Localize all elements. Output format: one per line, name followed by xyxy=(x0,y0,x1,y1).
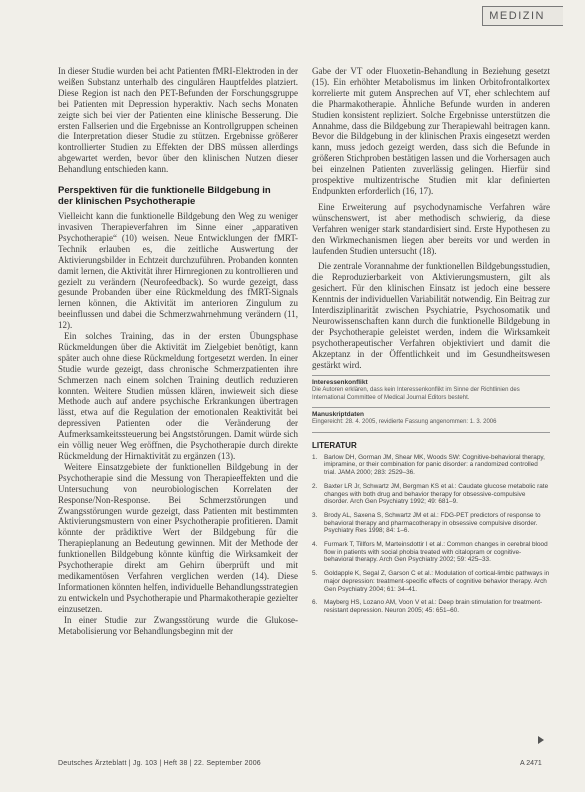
literature-heading: LITERATUR xyxy=(312,440,357,450)
conflict-text: Die Autoren erklären, dass kein Interessenkonflikt im Sinne der Richtlinien des International Committee of Medical Journal Editors besteht. xyxy=(312,387,520,401)
reference-item: 5. Goldapple K, Segal Z, Garson C et al.: Modulation of cortical-limbic pathways in major depression: treatment-specific effects of cognitive behavior therapy. Arch Gen Psychiatry 2004; 61: 34–41. xyxy=(312,570,550,593)
body-paragraph: Ein solches Training, das in der ersten Übungsphase Rückmeldungen über die Aktivität im Zielgebiet benötigt, kann später auch ohne diese Rückmeldung fortgesetzt werden. In einer Studie wurde gezeigt, dass chronische Schmerzpatienten ihre Schmerzen nach einem solchen Training deutlich reduzieren konnten. Weitere Studien müssen klären, inwieweit sich diese Methode auch auf andere psychische Erkrankungen übertragen lässt, etwa auf die Regulation der emotionalen Reaktivität bei depressiven Patienten oder die Veränderung der Aufmerksamkeitssteuerung bei Angststörungen. Damit würde sich ein völlig neuer Weg eröffnen, die Psychotherapie durch direkte Rückmeldung der Hirnaktivität zu ergänzen (13). xyxy=(58,331,298,461)
page-number: A 2471 xyxy=(520,760,542,767)
body-paragraph: Gabe der VT oder Fluoxetin-Behandlung in Beziehung gesetzt (15). Ein erhöhter Metabolismus im linken Orbitofrontalkortex korrelierte mit gutem Ansprechen auf VT, eher schlechtem auf die Pharmakotherapie. Ähnliche Befunde wurden in anderen Studien konsistent repliziert. Solche Ergebnisse unterstützen die Annahme, dass die Bildgebung zur Therapiewahl beitragen kann. Bevor die Bildgebung in der klinischen Praxis eingesetzt werden kann, muss jedoch gezeigt werden, dass sich die Befunde in größeren Stichproben bestätigen lassen und die Vorhersagen auch bei einzelnen Patienten zuverlässig gelingen. Hierfür sind prospektive multizentrische Studien mit klar definierten Endpunkten erforderlich (16, 17). xyxy=(312,66,550,196)
reference-item: 3. Brody AL, Saxena S, Schwartz JM et al.: FDG-PET predictors of response to behavioral therapy and pharmacotherapy in obsessive compulsive disorder. Psychiatry Res 1998; 84: 1–6. xyxy=(312,511,541,535)
conflict-title: Interessenkonflikt xyxy=(312,379,368,387)
manuscript-title: Manuskriptdaten xyxy=(312,411,365,419)
divider xyxy=(312,375,550,376)
body-paragraph: Weitere Einsatzgebiete der funktionellen Bildgebung in der Psychotherapie sind die Messung von Therapieeffekten und die Untersuchung von neurobiologischen Korrelaten der Response/Non-Response. Bei Schmerzstörungen und Zwangsstörungen wurde gezeigt, dass Patienten mit bestimmten Aktivierungsmustern von einer Psychotherapie profitieren. Damit könnte der prädiktive Wert der Bildgebung für die Therapieplanung an Bedeutung gewinnen. Mit der Methode der funktionellen Bildgebung könnte künftig die Wirksamkeit der Psychotherapie direkt am Gehirn überprüft und mit medikamentösen Verfahren verglichen werden (14). Diese Informationen könnten helfen, individuelle Behandlungsstrategien zu entwickeln und Psychotherapie und Pharmakotherapie gezielter einzusetzen. xyxy=(58,461,298,614)
left-column xyxy=(58,66,298,636)
journal-footer: Deutsches Ärzteblatt | Jg. 103 | Heft 38 | 22. September 2006 xyxy=(58,760,261,767)
body-paragraph: Eine Erweiterung auf psychodynamische Verfahren wäre wünschenswert, ist aber methodisch schwierig, da diese Verfahren weniger stark standardisiert sind. Erste Hypothesen zu den Wirkmechanismen liegen aber bereits vor und werden in laufenden Studien untersucht (18). xyxy=(312,201,550,256)
reference-item: 6. Mayberg HS, Lozano AM, Voon V et al.: Deep brain stimulation for treatment-resistant depression. Neuron 2005; 45: 651–60. xyxy=(312,599,543,614)
divider xyxy=(312,432,550,433)
right-column xyxy=(312,66,550,621)
section-tag: MEDIZIN xyxy=(482,6,563,26)
section-heading: Perspektiven für die funktionelle Bildgebung in der klinischen Psychotherapie xyxy=(58,185,271,208)
divider xyxy=(312,407,550,408)
continue-arrow-icon xyxy=(538,736,544,744)
reference-item: 1. Barlow DH, Gorman JM, Shear MK, Woods SW: Cognitive-behavioral therapy, imipramine, or their combination for panic disorder: a randomized controlled trial. JAMA 2000; 283: 2529–36. xyxy=(312,453,545,477)
intro-paragraph: In dieser Studie wurden bei acht Patienten fMRI-Elektroden in der weißen Substanz unterhalb des cingulären Hauptfeldes platziert. Diese Region ist nach den PET-Befunden der Forschungsgruppe bei Patienten mit Depression hyperaktiv. Nach sechs Monaten zeigte sich bei vier der Patienten eine klinische Besserung. Die ersten Fallserien und die Ergebnisse an Kontrollgruppen scheinen die Interpretation dieser Studie zu stützen. Ergebnisse größerer kontrollierter Studien zu Effekten der DBS müssen allerdings abgewartet werden, bevor über den klinischen Nutzen dieser Behandlung entschieden kann. xyxy=(58,66,298,175)
manuscript-text: Eingereicht: 28. 4. 2005, revidierte Fassung angenommen: 1. 3. 2006 xyxy=(312,419,497,426)
reference-item: 4. Furmark T, Tillfors M, Marteinsdottir I et al.: Common changes in cerebral blood flow in patients with social phobia treated with citalopram or cognitive-behavioral therapy. Arch Gen Psychiatry 2002; 59: 425–33. xyxy=(312,541,548,564)
body-paragraph: In einer Studie zur Zwangsstörung wurde die Glukose-Metabolisierung vor Behandlungsbeginn mit der xyxy=(58,614,298,636)
reference-item: 2. Baxter LR Jr, Schwartz JM, Bergman KS et al.: Caudate glucose metabolic rate changes with both drug and behavior therapy for obsessive-compulsive disorder. Arch Gen Psychiatry 1992; 49: 681–9. xyxy=(312,482,549,506)
reference-list xyxy=(312,454,550,615)
body-paragraph: Die zentrale Vorannahme der funktionellen Bildgebungsstudien, die Reproduzierbarkeit von Aktivierungsmustern, gilt als gesichert. Für den klinischen Einsatz ist jedoch eine bessere Kenntnis der individuellen Variabilität notwendig. Ein Beitrag zur Interdisziplinarität zwischen Psychiatrie, Psychosomatik und Neurowissenschaften kann durch die funktionelle Bildgebung in der Psychotherapie geleistet werden, indem die Wirksamkeit psychotherapeutischer Verfahren objektiviert und damit die Akzeptanz in der Öffentlichkeit und im Gesundheitswesen gestärkt wird. xyxy=(312,261,550,370)
body-paragraph: Vielleicht kann die funktionelle Bildgebung den Weg zu weniger invasiven Therapieverfahren im Sinne einer „apparativen Psychotherapie“ (10) weisen. Neue Entwicklungen der fMRT-Technik erlauben es, die zeitliche Auswertung der Aktivierungsbilder in Echtzeit durchzuführen. Probanden konnten damit lernen, die Aktivität ihrer Hirnregionen zu kontrollieren und gezielt zu verändern (Neurofeedback). So wurde gezeigt, dass gesunde Probanden über eine Rückmeldung des fMRT-Signals lernen können, die Aktivität im anterioren Zingulum zu beeinflussen und dabei die Schmerzwahrnehmung verändern (11, 12). xyxy=(58,211,298,331)
